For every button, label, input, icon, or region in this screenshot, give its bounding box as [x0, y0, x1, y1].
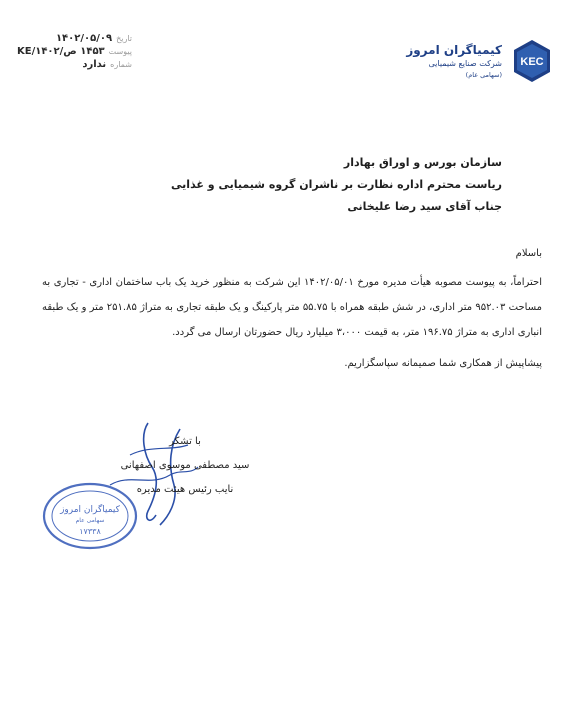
letter-meta	[16, 32, 132, 71]
company-seal	[40, 480, 140, 552]
recipient-line-2: ریاست محترم اداره نظارت بر ناشران گروه شیمیایی و غذایی	[171, 178, 502, 191]
number-label: شماره	[110, 60, 132, 69]
attachment-label: پیوست	[108, 47, 132, 56]
date-label: تاریخ	[116, 34, 132, 43]
logo-text: KEC	[520, 56, 544, 68]
seal-number: ۱۷۳۳۸	[79, 527, 101, 536]
seal-sub: سهامی عام	[75, 517, 105, 524]
signer-title: نایب رئیس هیئت مدیره	[136, 484, 234, 495]
date-row	[22, 32, 132, 45]
company-logo	[512, 38, 552, 84]
with-respect: با تشکر	[169, 436, 201, 447]
brand-name: کیمیاگران امروز	[406, 43, 502, 57]
brand-type: (سهامی عام)	[465, 71, 502, 79]
attachment-row	[16, 45, 132, 58]
seal-text: کیمیاگران امروز	[60, 505, 120, 515]
kec-logo-icon	[512, 38, 552, 84]
recipient-line-3: جناب آقای سید رضا علیخانی	[347, 200, 502, 213]
brand-subtitle: شرکت صنایع شیمیایی	[428, 59, 502, 68]
number-value: ندارد	[82, 59, 107, 70]
closing-line: پیشاپیش از همکاری شما صمیمانه سپاسگزاریم.	[344, 358, 542, 369]
signer-name: سید مصطفی موسوی اصفهانی	[120, 460, 250, 471]
recipient-line-1: سازمان بورس و اوراق بهادار	[343, 156, 502, 169]
greeting: باسلام	[515, 248, 542, 259]
number-row	[22, 58, 132, 71]
attachment-value: ۱۴۵۳ ص/KE/۱۴۰۲	[16, 46, 105, 57]
body-paragraph: احتراماً، به پیوست مصوبه هیأت مدیره مورخ ۱۴۰۲/۰۵/۰۱ این شرکت به منظور خرید یک باب ساختمان اداری - تجاری به مساحت ۹۵۲.۰۳ متر اداری، در شش طبقه همراه با ۵۵.۷۵ متر پارکینگ و یک طبقه تجاری به متراژ ۲۵۱.۸۵ متر و یک طبقه انباری اداری به متراژ ۱۹۶.۷۵ متر، به قیمت ۳،۰۰۰ میلیارد ریال حضورتان ارسال می گردد.	[42, 277, 542, 338]
recipient-block	[162, 152, 502, 218]
date-value: ۱۴۰۲/۰۵/۰۹	[55, 33, 113, 44]
brand-block	[382, 42, 502, 80]
